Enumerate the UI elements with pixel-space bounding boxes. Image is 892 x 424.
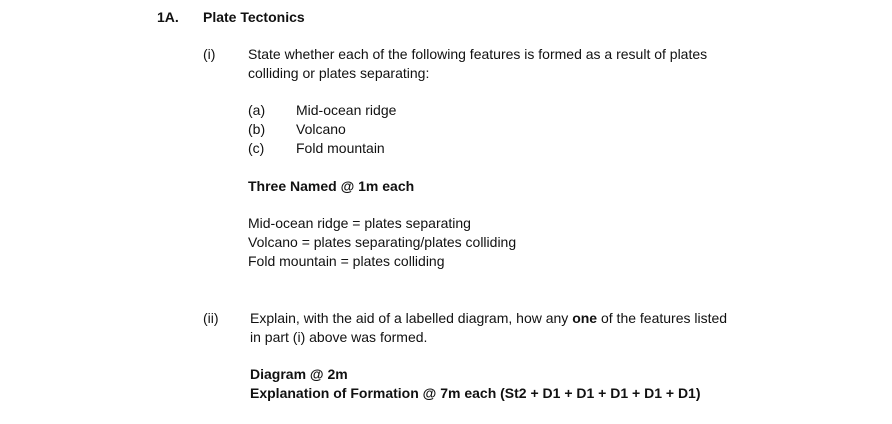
part-i-label: (i) — [203, 46, 216, 62]
part-ii-label: (ii) — [203, 310, 219, 326]
item-c-text: Fold mountain — [296, 140, 385, 156]
marking-explanation: Explanation of Formation @ 7m each (St2 + D1 + D1 + D1 + D1 + D1) — [250, 385, 701, 401]
item-a-label: (a) — [248, 102, 266, 118]
item-b-label: (b) — [248, 121, 266, 137]
answer-line: Mid-ocean ridge = plates separating — [248, 215, 471, 231]
answer-line: Volcano = plates separating/plates colliding — [248, 234, 517, 250]
question-title: Plate Tectonics — [203, 9, 305, 25]
prompt-text: of the features listed — [597, 310, 728, 326]
part-i-prompt-line1: State whether each of the following features is formed as a result of plates — [248, 46, 708, 62]
prompt-emphasis: one — [572, 310, 598, 326]
marking-diagram: Diagram @ 2m — [250, 366, 348, 382]
item-c-label: (c) — [248, 140, 265, 156]
part-ii-prompt-line1 — [250, 309, 727, 327]
answer-line: Fold mountain = plates colliding — [248, 253, 445, 269]
marking-heading-i: Three Named @ 1m each — [248, 178, 415, 194]
item-a-text: Mid-ocean ridge — [296, 102, 397, 118]
question-number: 1A. — [157, 9, 179, 25]
part-ii-prompt-line2: in part (i) above was formed. — [250, 329, 428, 345]
item-b-text: Volcano — [296, 121, 346, 137]
part-i-prompt-line2: colliding or plates separating: — [248, 65, 430, 81]
prompt-text: Explain, with the aid of a labelled diagram, how any — [250, 310, 573, 326]
